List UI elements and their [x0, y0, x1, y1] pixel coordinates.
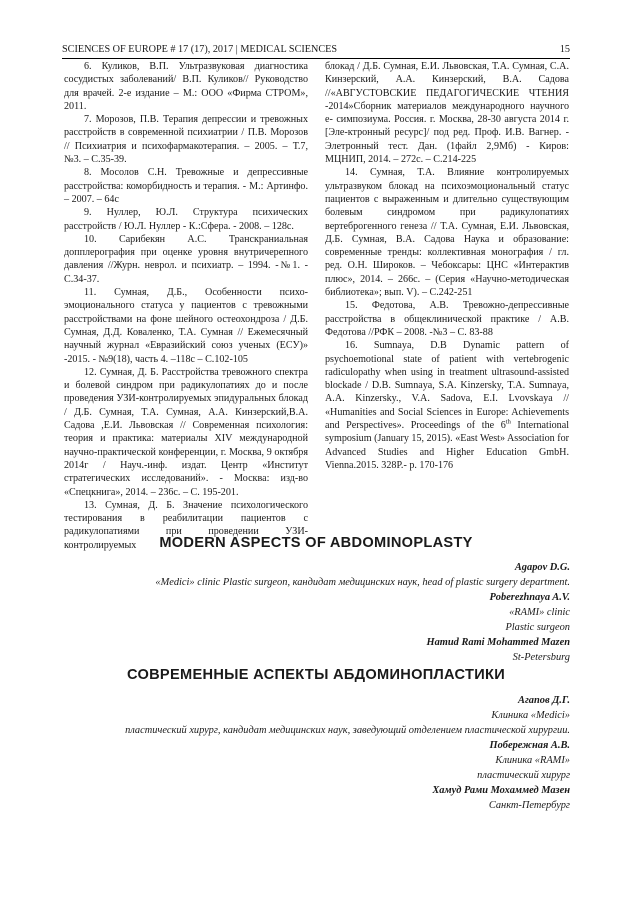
- author-name: Агапов Д.Г.: [518, 695, 570, 706]
- references-right-column: [325, 60, 569, 472]
- author-affiliation: Клиника «RAMI»: [495, 755, 570, 766]
- reference-continuation: блокад / Д.Б. Сумная, Е.И. Львовская, Т.А. Сумная, С.А. Кинзерский, А.А. Кинзерский, В.А. Садова //«АВГУСТОВСКИЕ ПЕДАГОГИЧЕСКИЕ ЧТЕНИЯ -2014»Сборник материалов международного научного е- симпозиума. Россия. г. Москва, 28-30 августа 2014 г.[Эле-ктронный ресурс]/ под ред. Проф. И.В. Вагнер. - Элетронный тест. Дан. (1файл 2,9Мб) - Киров: МЦНИП, 2014. – 272с. – С.214-225: [325, 61, 569, 166]
- author-affiliation: пластический хирург: [477, 770, 570, 781]
- reference-item: 12. Сумная, Д. Б. Расстройства тревожного спектра и болевой синдром при радикулопатиях до и после проведения УЗИ-контролируемых эпидуральных блокад / Д.Б. Сумная, Т.А. Сумная, А.А. Кинзерский,В.А. Садова ,Е.И. Львовская // Современная психология: теория и практика: материалы XIV международной научно-практической конференции, г. Москва, 9 октября 2014г / Науч.-инф. издат. Центр «Институт стратегических исследований». - Москва: изд-во «Спецкнига», 2014. – 236с. – С. 195-201.: [64, 366, 308, 498]
- author-name: Хамуд Рами Мохаммед Мазен: [432, 785, 570, 796]
- reference-item: 7. Морозов, П.В. Терапия депрессии и тревожных расстройств в современной психиатрии / П.В. Морозов // Психиатрия и психофармакотерапия. – 2005. – Т.7, №3. – С.35-39.: [64, 114, 308, 166]
- references-left-column: [64, 60, 308, 552]
- article-title-ru: СОВРЕМЕННЫЕ АСПЕКТЫ АБДОМИНОПЛАСТИКИ: [126, 667, 506, 683]
- reference-text: 16. Sumnaya, D.B Dynamic pattern of psychoemotional state of patient with vertebrogenic radiculopathy when using in treatment ultrasound-assisted blockade / D.B. Sumnaya, S.A. Kinzersky, T.A. Sumnaya, A.A. Kinzersky., V.A. Sadova, E.I. Lvovskaya // «Humanities and Social Sciences in Europe: Achievements and Perspectives». Proceedings of the 6: [325, 340, 569, 432]
- reference-item: 8. Мосолов С.Н. Тревожные и депрессивные расстройства: коморбидность и терапия. - М.: Артинфо. – 2007. – 64с: [64, 167, 308, 205]
- reference-item: 6. Куликов, В.П. Ультразвуковая диагностика сосудистых заболеваний/ В.П. Куликов// Руководство для врачей. 2-е издание – М.: ООО «Фирма СТРОМ», 2011.: [64, 61, 308, 112]
- author-affiliation: «RAMI» clinic: [509, 607, 570, 618]
- reference-item: 15. Федотова, А.В. Тревожно-депрессивные расстройства в общеклинической практике / А.В. Федотова //РФК – 2008. -№3 – С. 83-88: [325, 300, 569, 338]
- authors-block-ru: [125, 693, 570, 813]
- author-affiliation: «Medici» clinic Plastic surgeon, кандидат медицинских наук, head of plastic surgery department.: [155, 577, 570, 588]
- journal-header: SCIENCES OF EUROPE # 17 (17), 2017 | MEDICAL SCIENCES: [62, 44, 338, 55]
- reference-item: [325, 339, 569, 472]
- page-header: [62, 44, 570, 59]
- article-title-en: MODERN ASPECTS OF ABDOMINOPLASTY: [159, 535, 473, 551]
- author-name: Hamud Rami Mohammed Mazen: [426, 637, 570, 648]
- author-affiliation: St-Petersburg: [512, 652, 570, 663]
- reference-item: 14. Сумная, Т.А. Влияние контролируемых ультразвуком блокад на психоэмоциональный статус пациентов с выраженным и длительно существующим болевым синдромом при радикулопатиях вертеброгенного генеза // Т.А. Сумная, Е.И. Львовская, Д.Б. Сумная, В.А. Садова Наука и образование: современные тренды: коллективная монография / гл. ред. О.Н. Широков. – Чебоксары: ЦНС «Интерактив плюс», 2014. – 266с. – (Серия «Научно-методическая библиотека»; вып. V). – С.242-251: [325, 167, 569, 299]
- page-number: 15: [559, 44, 570, 55]
- superscript-th: th: [505, 418, 511, 426]
- reference-item: 13. Сумная, Д. Б. Значение психологического тестирования в реабилитации пациентов с радикулопатиями при проведении УЗИ-контролируемых: [64, 499, 308, 551]
- authors-block-en: [155, 560, 570, 665]
- author-name: Побережная А.В.: [489, 740, 570, 751]
- reference-item: 11. Сумная, Д.Б., Особенности психо-эмоционального статуса у пациентов с тревожными расстройствами на фоне шейного остеохондроза / Д.Б. Сумная, Д.Д. Коваленко, Т.А. Сумная // Ежемесячный научный журнал «Евразийский союз ученых (ЕСУ)» -2015. - №9(18), часть 4. –118с – С.102-105: [64, 287, 308, 365]
- author-affiliation: Plastic surgeon: [505, 622, 570, 633]
- author-affiliation: Клиника «Medici»: [491, 710, 570, 721]
- author-affiliation: пластический хирург, кандидат медицинских наук, заведующий отделением пластической хирургии.: [125, 725, 570, 736]
- author-name: Agapov D.G.: [514, 562, 570, 573]
- author-name: Poberezhnaya A.V.: [489, 592, 570, 603]
- author-affiliation: Санкт-Петербург: [488, 800, 570, 811]
- reference-text: International symposium (January 15, 2015). «East West» Association for Advanced Studies and Higher Education GmbH. Vienna.2015. 328P.- p. 170-176: [325, 420, 570, 471]
- reference-item: 10. Сарибекян А.С. Транскраниальная допплерография при оценке уровня внутричерепного давления //Журн. неврол. и психиатр. – 1994. -№1. - С.34-37.: [64, 233, 308, 285]
- reference-item: 9. Нуллер, Ю.Л. Структура психических расстройств / Ю.Л. Нуллер - К.:Сфера. - 2008. – 128с.: [64, 207, 308, 232]
